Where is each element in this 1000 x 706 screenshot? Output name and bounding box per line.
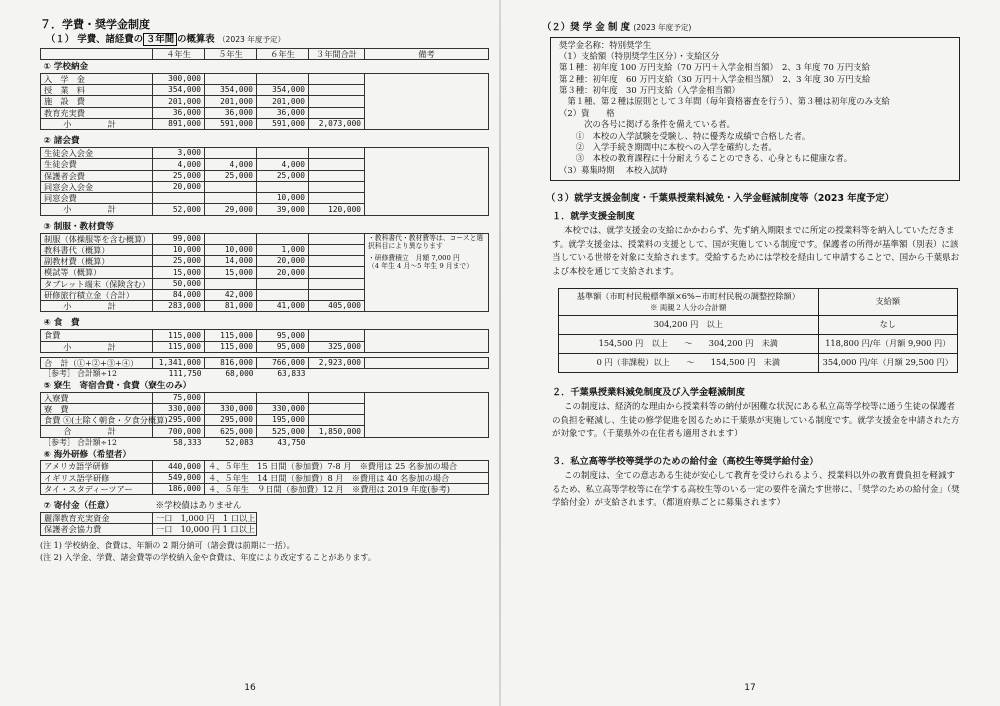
amount-cell	[205, 392, 257, 403]
amount-cell: 42,000	[205, 289, 257, 300]
section-3-title: ３．私立高等学校等奨学のための給付金（高校生等奨学給付金）	[552, 455, 819, 467]
column-header: 備考	[365, 48, 489, 59]
scholarship-line: ③ 本校の教育課程に十分耐えうることのできる、心身ともに健康な者。	[559, 153, 853, 164]
subtotal-amount: 591,000	[205, 118, 257, 129]
program-name: タイ・スタディーツアー	[41, 483, 153, 494]
column-header	[41, 48, 153, 59]
remark-line: ・研修費積立 月額 7,000 円	[368, 253, 460, 262]
amount-cell: 20,000	[153, 181, 205, 192]
amount-cell: 36,000	[153, 107, 205, 118]
table-row	[41, 472, 489, 483]
item-name: 生徒会入会金	[41, 148, 153, 159]
amount-cell: 1,000	[257, 244, 309, 255]
amount-cell: 115,000	[205, 330, 257, 341]
income-standard-table	[558, 288, 958, 373]
table-row	[41, 524, 489, 535]
amount-cell: 10,000	[205, 244, 257, 255]
scholarship-heading	[542, 22, 960, 34]
reference-amount: 43,750	[277, 437, 306, 447]
amount-cell: 295,000	[205, 415, 257, 426]
section-title-row	[41, 220, 489, 234]
amount-cell: 354,000	[205, 85, 257, 96]
amount-cell	[309, 159, 365, 170]
subtotal-amount: 625,000	[205, 426, 257, 437]
std-head-right: 支給額	[818, 288, 957, 315]
amount-cell: 25,000	[153, 256, 205, 267]
section-title-row	[41, 447, 489, 461]
grand-total-label: 合 計（①+②+③+④）	[41, 357, 153, 368]
scholarship-line: 第２種：初年度 60 万円支給（30 万円＋入学金相当額） 2、3 年度 30 万円支給	[559, 73, 871, 84]
amount-cell	[205, 278, 257, 289]
amount-cell	[309, 244, 365, 255]
subtitle-year: （2023 年度予定）	[217, 34, 286, 44]
remark-line: （4 年生 4 月～5 年生 9 月まで）	[368, 261, 474, 270]
amount-cell	[309, 85, 365, 96]
column-header: ５年生	[205, 48, 257, 59]
page-number-left: 16	[244, 683, 256, 693]
amount-cell: 10,000	[153, 244, 205, 255]
donation-amount: 一口 1,000 円 1 口以上	[153, 513, 257, 524]
scholarship-line: 第３種：初年度 30 万円支給（入学金相当額）	[559, 85, 740, 96]
program-name: アメリカ語学研修	[41, 461, 153, 472]
reference-amount: 63,833	[277, 369, 306, 378]
std-head-left-text: 基準額（市町村民税標準額×6%−市町村民税の調整控除額）	[576, 290, 800, 301]
item-name: 教科書代（概算）	[41, 244, 153, 255]
section-2-title: ２．千葉県授業料減免制度及び入学金軽減制度	[552, 386, 745, 398]
amount-cell	[309, 256, 365, 267]
scholarship-line: 第１種：初年度 100 万円支給（70 万円＋入学金相当額） 2、3 年度 70 万円支給	[559, 62, 870, 73]
table-header-row	[41, 48, 489, 59]
table-row	[559, 315, 958, 334]
subtotal-amount: 1,850,000	[309, 426, 365, 437]
amount-cell	[205, 148, 257, 159]
note-1: (注 1) 学校納金、食費は、年額の 2 期分納可（諸会費は前期に一括）。	[40, 540, 295, 550]
column-header: ３年間合計	[309, 48, 365, 59]
section-2-text: この制度は、経済的な理由から授業料等の納付が困難な状況にある私立高等学校等に通う生徒の保護者の負担を軽減し、生徒の修学促進を図るために千葉県が実施している制度です。就学支援金を申請された方が対象です。（千葉県外の在住者も適用されます）	[552, 402, 960, 440]
empty-cell	[309, 369, 489, 379]
item-name: 食費 ⓢ(土除く朝食・夕食分概算)	[41, 415, 153, 426]
scholarship-line: 次の各号に掲げる条件を備えている者。	[559, 119, 735, 130]
item-name: 寮 費	[41, 403, 153, 414]
subtotal-amount: 41,000	[257, 301, 309, 312]
table-row	[559, 353, 958, 372]
scholarship-line: ① 本校の入学試験を受験し、特に優秀な成績で合格した者。	[559, 130, 811, 141]
amount-cell: 195,000	[257, 415, 309, 426]
scholarship-line: ② 入学手続き期間中に本校への入学を確約した者。	[559, 141, 777, 152]
subtotal-amount: 81,000	[205, 301, 257, 312]
subtitle-prefix: （１） 学費、諸経費の	[46, 33, 144, 45]
item-name: 制服（体操服等を含む概算）	[41, 233, 153, 244]
section-title-row	[41, 379, 489, 393]
subtotal-amount: 891,000	[153, 118, 205, 129]
reference-amount: 68,000	[225, 369, 254, 378]
amount-cell: 201,000	[257, 96, 309, 107]
std-cell: 304,200 円 以上	[559, 315, 819, 334]
column-header: ４年生	[153, 48, 205, 59]
reference-amount: 58,333	[173, 437, 202, 447]
fee-table	[40, 48, 489, 536]
amount-cell: 36,000	[257, 107, 309, 118]
amount-cell	[257, 289, 309, 300]
item-name: 入 学 金	[41, 73, 153, 84]
amount-cell: 354,000	[153, 85, 205, 96]
item-name: 授 業 料	[41, 85, 153, 96]
reference-row	[41, 437, 489, 447]
amount-cell: 4,000	[257, 159, 309, 170]
section-title-row	[41, 59, 489, 73]
amount-cell: 4,000	[205, 159, 257, 170]
amount-cell: 330,000	[205, 403, 257, 414]
item-name: 研修旅行積立金（合計）	[41, 289, 153, 300]
remarks-cell	[365, 392, 489, 437]
subtotal-amount: 29,000	[205, 204, 257, 215]
item-name: 入寮費	[41, 392, 153, 403]
scholarship-line: 第１種、第２種は原則として３年間（毎年資格審査を行う）、第３種は初年度のみ支給	[559, 96, 890, 107]
donation-name: 麗澤教育充実資金	[41, 513, 153, 524]
remark-line: ・教科書代・教材費等は、コースと選択科目により異なります	[368, 233, 484, 250]
section-1-title: １．就学支援金制度	[552, 210, 635, 222]
amount-cell: 36,000	[205, 107, 257, 118]
amount-cell	[309, 181, 365, 192]
std-cell: 354,000 円/年（月額 29,500 円）	[818, 353, 957, 372]
amount-cell: 300,000	[153, 73, 205, 84]
right-page	[500, 0, 1000, 706]
amount-cell	[309, 170, 365, 181]
amount-cell: 4,000	[153, 159, 205, 170]
amount-cell	[309, 267, 365, 278]
amount-cell	[309, 193, 365, 204]
table-row	[41, 392, 489, 403]
scholarship-box	[550, 37, 960, 181]
amount-cell: 3,000	[153, 148, 205, 159]
donation-name: 保護者会協力費	[41, 524, 153, 535]
amount-cell	[309, 148, 365, 159]
std-cell: 0 円（非課税）以上 ～ 154,500 円 未満	[559, 353, 819, 372]
reference-amount: 52,083	[225, 437, 254, 447]
subtotal-amount: 95,000	[257, 341, 309, 352]
grand-total-amount: 1,341,000	[153, 357, 205, 368]
program-detail: ４、５年生 ９日間（参加費）12 月 ※費用は 2019 年度(参考)	[205, 483, 489, 494]
reference-amount: 111,750	[168, 369, 202, 378]
std-cell: 154,500 円 以上 ～ 304,200 円 未満	[559, 334, 819, 353]
table-row	[41, 513, 489, 524]
section-title: ④ 食 費	[43, 318, 80, 329]
table-row	[41, 483, 489, 494]
subtitle-boxed-term: ３年間	[143, 33, 177, 46]
amount-cell: 25,000	[257, 170, 309, 181]
donation-amount: 一口 10,000 円 1 口以上	[153, 524, 257, 535]
subtotal-label: 小 計	[41, 118, 153, 129]
scholarship-heading-text: （２）奨 学 金 制 度	[542, 22, 631, 33]
scholarship-line: 奨学金名称：特別奨学生	[559, 39, 652, 50]
program-fee: 186,000	[153, 483, 205, 494]
section-title: ② 諸会費	[43, 136, 80, 147]
amount-cell	[309, 73, 365, 84]
subtotal-label: 小 計	[41, 204, 153, 215]
amount-cell	[309, 330, 365, 341]
subtotal-amount: 115,000	[153, 341, 205, 352]
amount-cell	[205, 73, 257, 84]
item-name: 模試等（概算）	[41, 267, 153, 278]
section-title: ① 学校納金	[43, 61, 89, 72]
remarks-cell	[365, 148, 489, 216]
amount-cell	[257, 233, 309, 244]
amount-cell	[153, 193, 205, 204]
grand-total-amount: 816,000	[205, 357, 257, 368]
amount-cell: 25,000	[205, 170, 257, 181]
amount-cell	[205, 181, 257, 192]
amount-cell: 25,000	[153, 170, 205, 181]
subtotal-label: 小 計	[41, 301, 153, 312]
section-3-text: この制度は、全ての意志ある生徒が安心して教育を受けられるよう、授業料以外の教育費負担を軽減するため、私立高等学校等に在学する高校生等のいる一定の要件を満たす世帯に、「奨学のための給付金」（奨学給付金）が支給されます。（都道府県ごとに募集されます）	[552, 471, 960, 509]
subtotal-amount: 525,000	[257, 426, 309, 437]
amount-cell	[205, 233, 257, 244]
program-detail: ４、５年生 15 日間（参加費）7-8 月 ※費用は 25 名参加の場合	[205, 461, 489, 472]
scholarship-line: （3）募集時期 本校入試時	[559, 164, 668, 175]
amount-cell: 330,000	[153, 403, 205, 414]
section-title-row	[41, 134, 489, 148]
amount-cell: 95,000	[257, 330, 309, 341]
subtotal-amount: 2,073,000	[309, 118, 365, 129]
amount-cell: 75,000	[153, 392, 205, 403]
amount-cell	[309, 278, 365, 289]
section-title: ③ 制服・教材費等	[43, 221, 114, 232]
section-title-row	[41, 316, 489, 330]
amount-cell	[309, 403, 365, 414]
table-row	[41, 148, 489, 159]
amount-cell	[257, 392, 309, 403]
amount-cell: 50,000	[153, 278, 205, 289]
subtotal-amount: 115,000	[205, 341, 257, 352]
item-name: 保護者会費	[41, 170, 153, 181]
amount-cell	[257, 148, 309, 159]
item-name: 教育充実費	[41, 107, 153, 118]
section-title: ⑥ 海外研修（希望者）	[43, 449, 132, 460]
amount-cell	[309, 415, 365, 426]
empty-cell	[309, 437, 489, 447]
amount-cell: 14,000	[205, 256, 257, 267]
reference-label: ［参考］ 合計額÷12	[43, 369, 118, 378]
column-header: ６年生	[257, 48, 309, 59]
std-head-left	[559, 288, 819, 315]
table-row	[559, 334, 958, 353]
grand-total-amount: 766,000	[257, 357, 309, 368]
amount-cell: 201,000	[205, 96, 257, 107]
section-title: ⑤ 寮生 寄宿舎費・食費（寮生のみ）	[43, 380, 192, 391]
amount-cell: 15,000	[153, 267, 205, 278]
grand-total-row	[41, 357, 489, 368]
std-cell: 118,800 円/年（月額 9,900 円）	[818, 334, 957, 353]
amount-cell	[257, 278, 309, 289]
scholarship-heading-year: (2023 年度予定)	[633, 23, 692, 32]
subtotal-amount: 700,000	[153, 426, 205, 437]
subtotal-label: 合 計	[41, 426, 153, 437]
remarks-cell	[365, 330, 489, 353]
amount-cell	[309, 96, 365, 107]
subtitle-suffix: の概算表	[177, 33, 215, 45]
support-heading: （３）就学支援金制度・千葉県授業料減免・入学金軽減制度等（2023 年度予定）	[546, 192, 895, 204]
amount-cell: 354,000	[257, 85, 309, 96]
amount-cell	[309, 233, 365, 244]
amount-cell	[205, 193, 257, 204]
item-name: 同窓会費	[41, 193, 153, 204]
amount-cell	[257, 73, 309, 84]
section-1-text: 本校では、就学支援金の支給にかかわらず、先ず納入期限までに所定の授業料等を納入していただきます。就学支援金は、授業料の支援として、国が実施している制度です。保護者の所得が基準額（別表）に該当している世帯を対象に支給されます。受給するためには学校を経由して申請することで、国から千葉県および本校を通じて支給されます。	[552, 226, 960, 277]
empty-cell	[365, 357, 489, 368]
amount-cell: 20,000	[257, 256, 309, 267]
amount-cell	[257, 181, 309, 192]
program-name: イギリス語学研修	[41, 472, 153, 483]
donation-note: ※学校債はありません	[155, 501, 242, 512]
subtotal-amount: 39,000	[257, 204, 309, 215]
program-detail: ４、５年生 14 日間（参加費）8 月 ※費用は 40 名参加の場合	[205, 472, 489, 483]
reference-row	[41, 369, 489, 379]
amount-cell	[309, 392, 365, 403]
amount-cell: 115,000	[153, 330, 205, 341]
std-head-left-note: ※ 両親２人分の合計額	[650, 303, 727, 313]
table-row	[41, 461, 489, 472]
program-fee: 440,000	[153, 461, 205, 472]
item-name: 施 設 費	[41, 96, 153, 107]
subtotal-amount: 405,000	[309, 301, 365, 312]
item-name: 副教材費（概算）	[41, 256, 153, 267]
amount-cell: 84,000	[153, 289, 205, 300]
subtotal-amount: 120,000	[309, 204, 365, 215]
fee-table-subtitle	[46, 34, 488, 46]
remarks-cell	[365, 73, 489, 129]
table-row	[41, 330, 489, 341]
program-fee: 549,000	[153, 472, 205, 483]
item-name: 同窓会入会金	[41, 181, 153, 192]
amount-cell	[309, 107, 365, 118]
table-row	[41, 233, 489, 244]
section-title: ⑦ 寄付金（任意）	[43, 501, 114, 512]
std-cell: なし	[818, 315, 957, 334]
grand-total-amount: 2,923,000	[309, 357, 365, 368]
section-title-row	[41, 499, 489, 513]
page-number-right: 17	[744, 683, 756, 693]
amount-cell: 330,000	[257, 403, 309, 414]
subtotal-amount: 325,000	[309, 341, 365, 352]
amount-cell: 201,000	[153, 96, 205, 107]
item-name: タブレット端末（保険含む）	[41, 278, 153, 289]
subtotal-amount: 52,000	[153, 204, 205, 215]
table-row	[41, 73, 489, 84]
amount-cell	[309, 289, 365, 300]
scholarship-line: （2）資 格	[559, 107, 615, 118]
remarks-cell	[365, 233, 489, 312]
amount-cell: 99,000	[153, 233, 205, 244]
amount-cell: 20,000	[257, 267, 309, 278]
item-name: 生徒会費	[41, 159, 153, 170]
subtotal-amount: 283,000	[153, 301, 205, 312]
amount-cell: 10,000	[257, 193, 309, 204]
subtotal-label: 小 計	[41, 341, 153, 352]
reference-label: ［参考］ 合計額÷12	[43, 437, 118, 447]
subtotal-amount: 591,000	[257, 118, 309, 129]
page-title: ７．学費・奨学金制度	[40, 18, 150, 31]
amount-cell: 295,000	[153, 415, 205, 426]
amount-cell: 15,000	[205, 267, 257, 278]
note-2: (注 2) 入学金、学費、諸会費等の学校納入金や食費は、年度により改定することがあります。	[40, 552, 376, 562]
item-name: 食費	[41, 330, 153, 341]
scholarship-line: （1）支給額（特別奨学生区分）・支給区分	[559, 51, 720, 62]
